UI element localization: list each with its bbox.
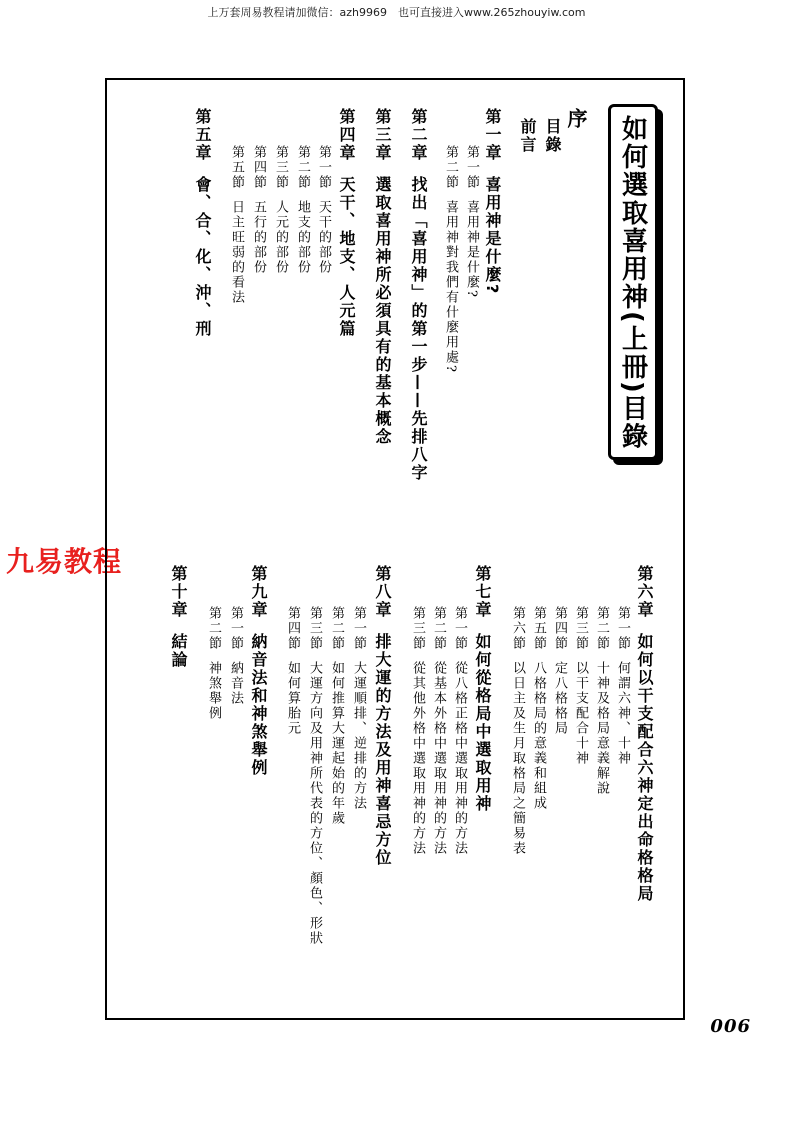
section-7-3 <box>411 606 424 856</box>
section-title: 納音法 <box>228 661 243 706</box>
page-title: 如何選取喜用神(上冊)目錄 <box>617 115 648 451</box>
section-label: 第一節 <box>351 606 366 651</box>
section-title: 如何推算大運起始的年歲 <box>329 661 344 826</box>
section-label: 第二節 <box>594 606 609 651</box>
chapter-title: 選取喜用神所必須具有的基本概念 <box>373 176 392 446</box>
section-4-3 <box>274 145 287 275</box>
section-label: 第三節 <box>573 606 588 651</box>
front-foreword: 前言 <box>518 118 537 154</box>
section-6-2 <box>595 606 608 796</box>
chapter-label: 第一章 <box>483 108 502 162</box>
chapter-title: 納音法和神煞舉例 <box>249 633 268 777</box>
section-6-6 <box>511 606 524 856</box>
section-label: 第一節 <box>452 606 467 651</box>
chapter-label: 第九章 <box>249 565 268 619</box>
section-title: 喜用神對我們有什麼用處? <box>443 200 458 374</box>
chapter-9 <box>250 565 266 777</box>
section-label: 第一節 <box>228 606 243 651</box>
section-4-4 <box>252 145 265 275</box>
page-number: 006 <box>710 1016 751 1037</box>
chapter-7 <box>474 565 490 813</box>
watermark: 九易教程 <box>6 545 123 578</box>
section-title: 如何算胎元 <box>285 661 300 736</box>
section-4-2 <box>296 145 309 275</box>
section-title: 大運順排、逆排的方法 <box>351 661 366 811</box>
chapter-title: 如何以干支配合六神定出命格格局 <box>635 633 654 903</box>
chapter-title: 如何從格局中選取用神 <box>473 633 492 813</box>
section-label: 第三節 <box>410 606 425 651</box>
section-title: 定八格格局 <box>552 661 567 736</box>
section-label: 第四節 <box>552 606 567 651</box>
chapter-label: 第六章 <box>635 565 654 619</box>
section-label: 第二節 <box>206 606 221 651</box>
chapter-title: 找出「喜用神」的第一步——先排八字 <box>409 176 428 482</box>
chapter-title: 喜用神是什麼? <box>483 176 502 296</box>
section-label: 第三節 <box>307 606 322 651</box>
title-box <box>608 104 658 460</box>
page-frame <box>105 78 685 1020</box>
section-title: 十神及格局意義解說 <box>594 661 609 796</box>
chapter-2 <box>410 108 426 482</box>
chapter-6 <box>636 565 652 903</box>
section-title: 喜用神是什麼? <box>464 200 479 299</box>
section-title: 從其他外格中選取用神的方法 <box>410 661 425 856</box>
front-contents: 目錄 <box>543 118 562 154</box>
section-6-5 <box>532 606 545 811</box>
chapter-10 <box>170 565 186 669</box>
chapter-label: 第四章 <box>337 108 356 162</box>
section-title: 以日主及生月取格局之簡易表 <box>510 661 525 856</box>
section-label: 第二節 <box>431 606 446 651</box>
section-label: 第二節 <box>443 145 458 190</box>
chapter-label: 第五章 <box>193 108 212 162</box>
section-title: 從八格正格中選取用神的方法 <box>452 661 467 856</box>
section-8-1 <box>352 606 365 811</box>
section-label: 第五節 <box>531 606 546 651</box>
chapter-label: 第二章 <box>409 108 428 162</box>
section-9-1 <box>229 606 242 706</box>
section-title: 日主旺弱的看法 <box>229 200 244 305</box>
section-label: 第五節 <box>229 145 244 190</box>
section-label: 第二節 <box>295 145 310 190</box>
section-6-3 <box>574 606 587 766</box>
section-label: 第六節 <box>510 606 525 651</box>
section-label: 第一節 <box>615 606 630 651</box>
chapter-label: 第三章 <box>373 108 392 162</box>
section-title: 人元的部份 <box>273 200 288 275</box>
chapter-1 <box>484 108 500 295</box>
section-label: 第一節 <box>316 145 331 190</box>
section-4-5 <box>230 145 243 305</box>
chapter-label: 第八章 <box>373 565 392 619</box>
section-label: 第二節 <box>329 606 344 651</box>
section-7-1 <box>453 606 466 856</box>
front-preface: 序 <box>564 108 588 131</box>
chapter-title: 天干、地支、人元篇 <box>337 176 356 338</box>
section-1-1 <box>465 145 478 299</box>
top-banner: 上万套周易教程请加微信：azh9969 也可直接进入www.265zhouyiw.com <box>207 6 586 19</box>
section-6-4 <box>553 606 566 736</box>
chapter-3 <box>374 108 390 446</box>
section-label: 第四節 <box>285 606 300 651</box>
section-label: 第四節 <box>251 145 266 190</box>
chapter-8 <box>374 565 390 867</box>
section-title: 八格格局的意義和組成 <box>531 661 546 811</box>
section-8-4 <box>286 606 299 736</box>
chapter-title: 結論 <box>169 633 188 669</box>
section-title: 以干支配合十神 <box>573 661 588 766</box>
section-title: 神煞舉例 <box>206 661 221 721</box>
section-title: 天干的部份 <box>316 200 331 275</box>
section-label: 第三節 <box>273 145 288 190</box>
section-4-1 <box>317 145 330 275</box>
section-7-2 <box>432 606 445 856</box>
section-9-2 <box>207 606 220 721</box>
chapter-label: 第七章 <box>473 565 492 619</box>
chapter-4 <box>338 108 354 338</box>
section-title: 從基本外格中選取用神的方法 <box>431 661 446 856</box>
section-title: 何謂六神、十神 <box>615 661 630 766</box>
chapter-title: 排大運的方法及用神喜忌方位 <box>373 633 392 867</box>
chapter-label: 第十章 <box>169 565 188 619</box>
section-8-2 <box>330 606 343 826</box>
chapter-5 <box>194 108 210 338</box>
section-8-3 <box>308 606 321 946</box>
chapter-title: 會、合、化、沖、刑 <box>193 176 212 338</box>
section-title: 地支的部份 <box>295 200 310 275</box>
section-title: 五行的部份 <box>251 200 266 275</box>
section-title: 大運方向及用神所代表的方位、顏色、形狀 <box>307 661 322 946</box>
section-1-2 <box>444 145 457 374</box>
section-label: 第一節 <box>464 145 479 190</box>
section-6-1 <box>616 606 629 766</box>
